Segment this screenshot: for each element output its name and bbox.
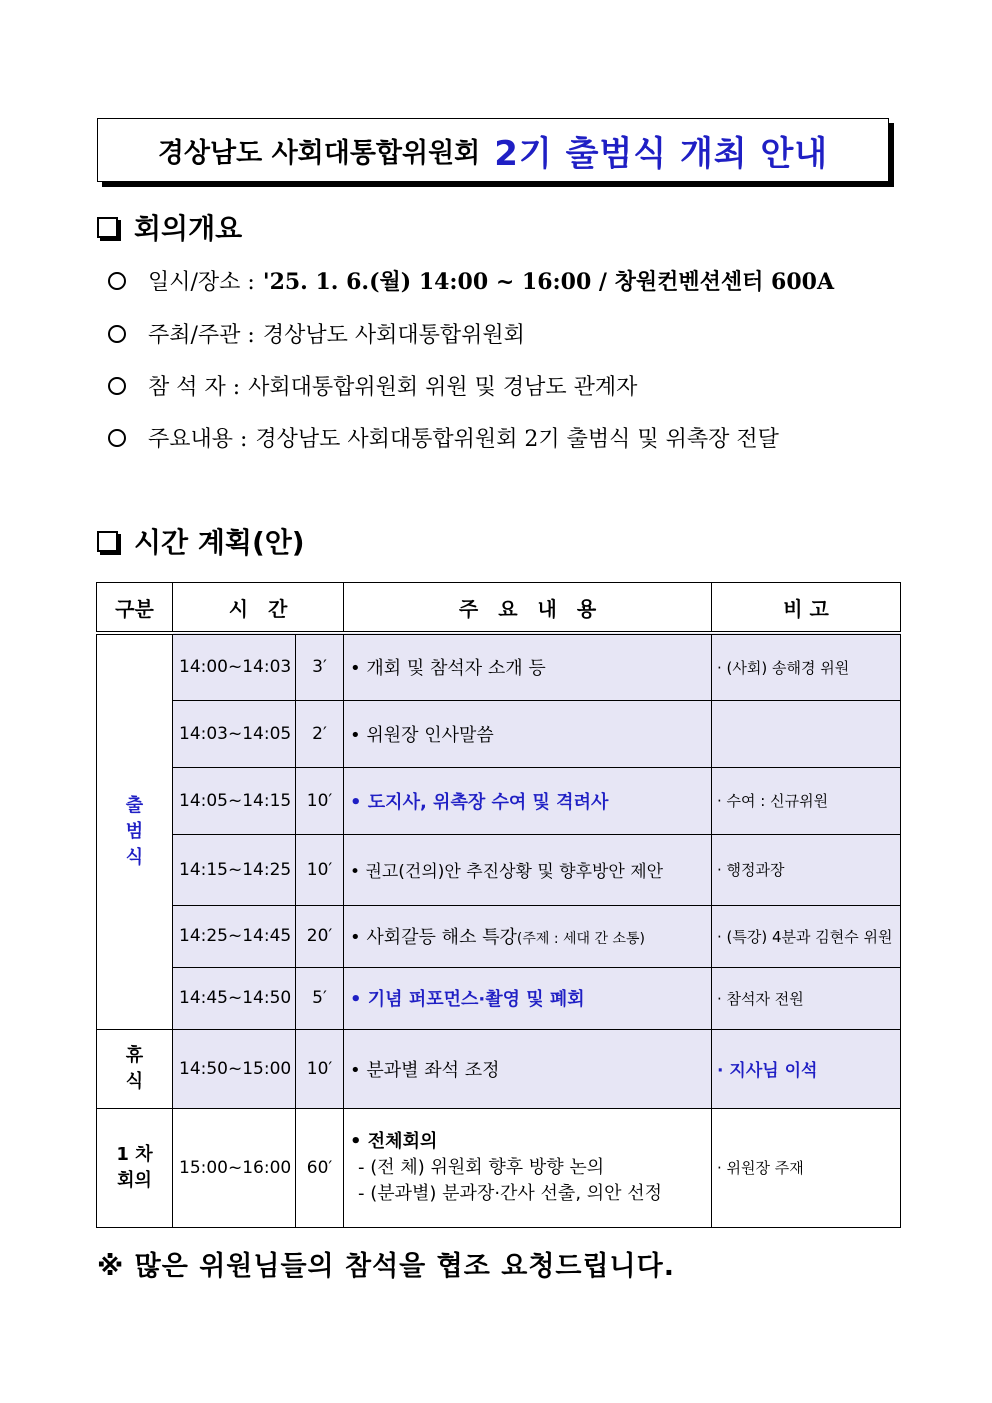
row-note: · (특강) 4분과 김현수 위원 [712, 905, 901, 967]
header-note: 비 고 [712, 583, 901, 634]
row-duration: 60′ [296, 1108, 344, 1227]
overview-item-datetime [108, 265, 908, 296]
table-row [97, 767, 901, 834]
row-content: • 도지사, 위촉장 수여 및 격려사 [344, 767, 712, 834]
table-row [97, 700, 901, 767]
circle-bullet-icon [108, 429, 126, 447]
row-note: · (사회) 송해경 위원 [712, 633, 901, 700]
circle-bullet-icon [108, 272, 126, 290]
circle-bullet-icon [108, 377, 126, 395]
schedule-heading [97, 521, 305, 561]
table-row [97, 834, 901, 905]
row-time: 14:25~14:45 [173, 905, 296, 967]
table-row [97, 905, 901, 967]
row-time: 14:00~14:03 [173, 633, 296, 700]
overview-item-host [108, 318, 908, 349]
row-time: 14:50~15:00 [173, 1029, 296, 1108]
row-note: · 수여 : 신규위원 [712, 767, 901, 834]
row-duration: 10′ [296, 834, 344, 905]
overview-heading-text: 회의개요 [134, 212, 243, 245]
row-time: 14:45~14:50 [173, 967, 296, 1029]
row-content: • 기념 퍼포먼스·촬영 및 폐회 [344, 967, 712, 1029]
row-duration: 20′ [296, 905, 344, 967]
circle-bullet-icon [108, 325, 126, 343]
schedule-heading-text: 시간 계획(안) [134, 526, 305, 559]
row-content [344, 1108, 712, 1227]
row-content-line: - (전 체) 위원회 향후 방향 논의 [358, 1156, 605, 1178]
row-note: · 위원장 주재 [712, 1108, 901, 1227]
checkbox-square-icon [97, 217, 118, 238]
overview-item-contents [108, 422, 908, 453]
overview-label: 일시/장소 : [148, 270, 255, 295]
section-meeting-label: 1 차 회의 [97, 1108, 173, 1227]
row-time: 15:00~16:00 [173, 1108, 296, 1227]
header-category: 구분 [97, 583, 173, 634]
overview-item-attendees [108, 370, 908, 401]
row-content-topic: (주제 : 세대 간 소통) [516, 931, 646, 947]
row-time: 14:15~14:25 [173, 834, 296, 905]
row-note [712, 700, 901, 767]
row-content-main: • 전체회의 [350, 1130, 438, 1152]
table-row [97, 967, 901, 1029]
row-content: • 개회 및 참석자 소개 등 [344, 633, 712, 700]
row-duration: 10′ [296, 1029, 344, 1108]
row-note: · 행정과장 [712, 834, 901, 905]
section-launch-label: 출 범 식 [97, 633, 173, 1029]
schedule-table-wrapper [96, 582, 900, 1228]
row-content: • 위원장 인사말씀 [344, 700, 712, 767]
row-content-main: • 사회갈등 해소 특강 [350, 927, 517, 948]
table-row [97, 1108, 901, 1227]
section-break-label: 휴 식 [97, 1029, 173, 1108]
title-event: 2기 출범식 개최 안내 [494, 133, 829, 174]
title-organization: 경상남도 사회대통합위원회 [157, 137, 481, 169]
checkbox-square-icon [97, 531, 118, 552]
overview-value: 경상남도 사회대통합위원회 [262, 323, 525, 348]
row-duration: 3′ [296, 633, 344, 700]
footer-request-note: ※ 많은 위원님들의 참석을 협조 요청드립니다. [97, 1251, 675, 1282]
overview-value: 경상남도 사회대통합위원회 2기 출범식 및 위촉장 전달 [255, 427, 779, 452]
row-note: · 지사님 이석 [712, 1029, 901, 1108]
row-content: • 권고(건의)안 추진상황 및 향후방안 제안 [344, 834, 712, 905]
row-time: 14:03~14:05 [173, 700, 296, 767]
table-row [97, 1029, 901, 1108]
row-duration: 2′ [296, 700, 344, 767]
row-content: • 분과별 좌석 조정 [344, 1029, 712, 1108]
row-note: · 참석자 전원 [712, 967, 901, 1029]
overview-label: 주요내용 : [148, 427, 248, 452]
document-title-box [97, 118, 889, 182]
row-time: 14:05~14:15 [173, 767, 296, 834]
row-content [344, 905, 712, 967]
overview-label: 주최/주관 : [148, 323, 255, 348]
header-content: 주 요 내 용 [344, 583, 712, 634]
table-row [97, 633, 901, 700]
schedule-table [96, 582, 901, 1228]
row-duration: 10′ [296, 767, 344, 834]
row-content-line: - (분과별) 분과장·간사 선출, 의안 선정 [358, 1182, 663, 1204]
overview-value: 사회대통합위원회 위원 및 경남도 관계자 [248, 375, 638, 400]
table-header-row [97, 583, 901, 634]
row-duration: 5′ [296, 967, 344, 1029]
overview-heading [97, 207, 242, 247]
header-time: 시 간 [173, 583, 344, 634]
overview-label: 참 석 자 : [148, 375, 241, 400]
overview-value: '25. 1. 6.(월) 14:00 ~ 16:00 / 창원컨벤션센터 600A [262, 269, 835, 295]
